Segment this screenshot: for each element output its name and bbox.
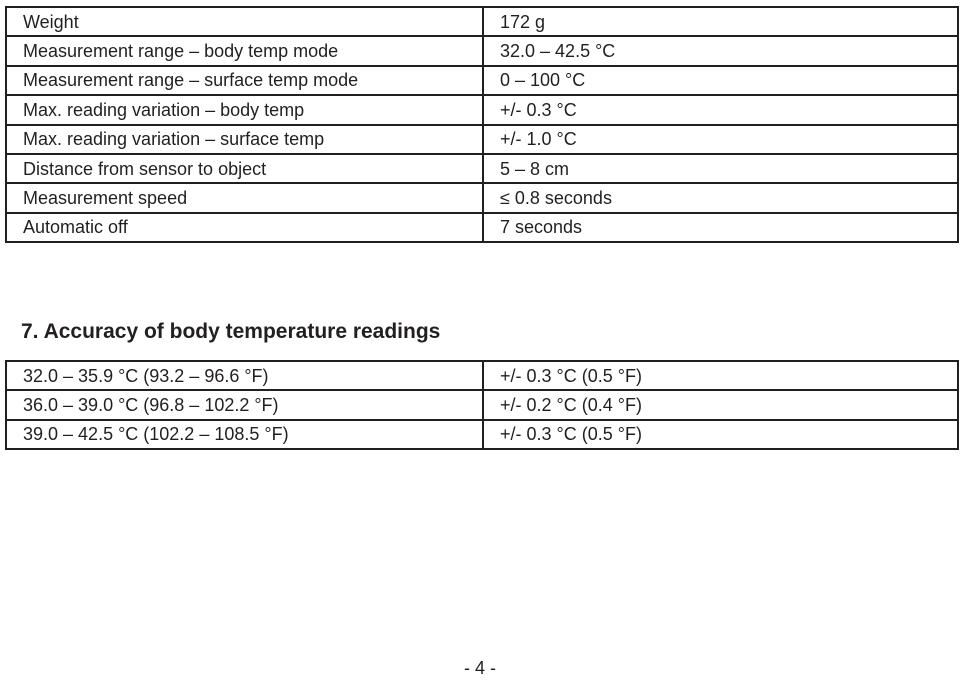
spec-label: Distance from sensor to object — [6, 154, 483, 183]
table-row — [6, 420, 958, 449]
table-row — [6, 390, 958, 419]
spec-value: 7 seconds — [483, 213, 958, 242]
accuracy-value: +/- 0.3 °C (0.5 °F) — [483, 420, 958, 449]
spec-value: 5 – 8 cm — [483, 154, 958, 183]
section-heading: 7. Accuracy of body temperature readings — [21, 320, 441, 343]
table-row — [6, 36, 958, 65]
spec-label: Weight — [6, 7, 483, 36]
temperature-range: 32.0 – 35.9 °C (93.2 – 96.6 °F) — [6, 361, 483, 390]
table-row — [6, 213, 958, 242]
temperature-range: 36.0 – 39.0 °C (96.8 – 102.2 °F) — [6, 390, 483, 419]
spec-label: Measurement range – body temp mode — [6, 36, 483, 65]
spec-label: Automatic off — [6, 213, 483, 242]
spec-label: Measurement range – surface temp mode — [6, 66, 483, 95]
table-row — [6, 7, 958, 36]
table-row — [6, 95, 958, 124]
temperature-range: 39.0 – 42.5 °C (102.2 – 108.5 °F) — [6, 420, 483, 449]
page-number: - 4 - — [463, 658, 496, 678]
table-row — [6, 183, 958, 212]
spec-label: Max. reading variation – body temp — [6, 95, 483, 124]
spec-label: Measurement speed — [6, 183, 483, 212]
spec-label: Max. reading variation – surface temp — [6, 125, 483, 154]
spec-value: 0 – 100 °C — [483, 66, 958, 95]
general-specs-table — [5, 6, 959, 243]
table-row — [6, 125, 958, 154]
spec-value: +/- 0.3 °C — [483, 95, 958, 124]
spec-value: ≤ 0.8 seconds — [483, 183, 958, 212]
accuracy-value: +/- 0.2 °C (0.4 °F) — [483, 390, 958, 419]
spec-value: 172 g — [483, 7, 958, 36]
table-row — [6, 66, 958, 95]
accuracy-table — [5, 360, 959, 450]
spec-value: +/- 1.0 °C — [483, 125, 958, 154]
accuracy-value: +/- 0.3 °C (0.5 °F) — [483, 361, 958, 390]
spec-value: 32.0 – 42.5 °C — [483, 36, 958, 65]
table-row — [6, 361, 958, 390]
table-row — [6, 154, 958, 183]
